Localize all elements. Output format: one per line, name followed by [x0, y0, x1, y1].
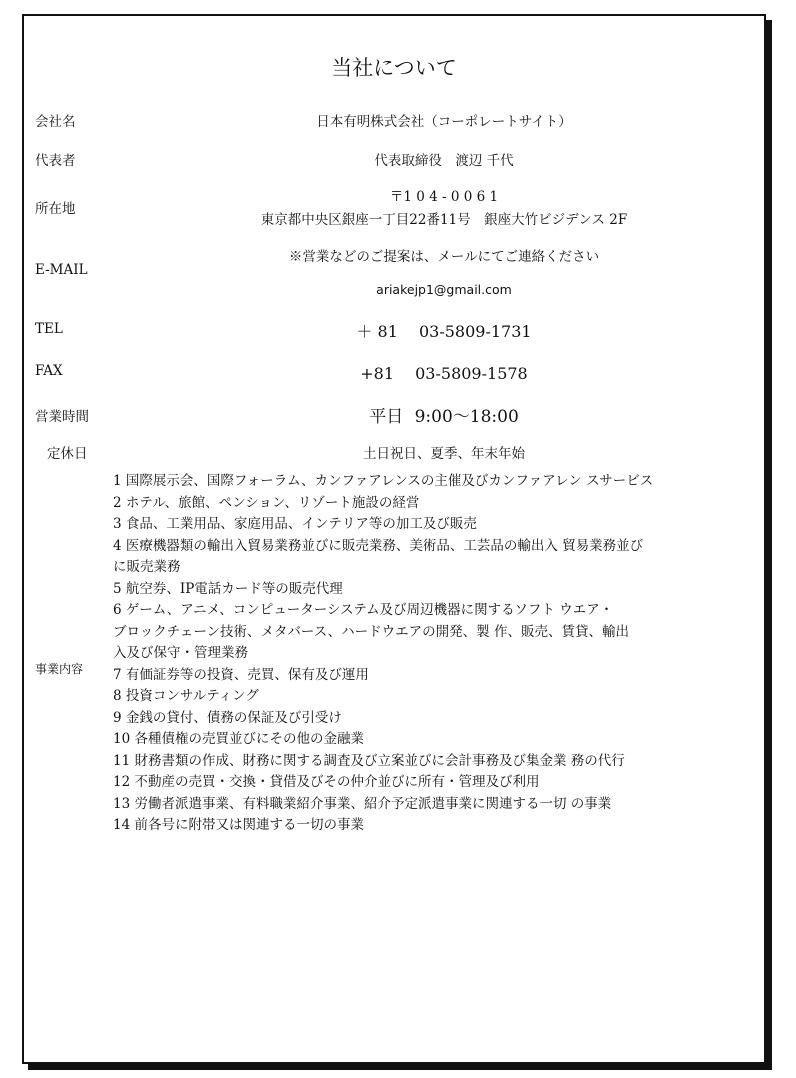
business-line: 5 航空券、IP電話カード等の販売代理 — [113, 580, 343, 597]
hours-time: 9:00～18:00 — [414, 407, 519, 427]
address-line: 東京都中央区銀座一丁目22番11号 銀座大竹ビジデンス 2F — [260, 212, 628, 228]
business-list — [113, 471, 733, 837]
business-line: 12 不動産の売買・交換・貸借及びその仲介並びに所有・管理及び利用 — [113, 774, 540, 790]
tel-label: TEL — [35, 321, 63, 337]
address-label: 所在地 — [35, 201, 76, 217]
fax-value: +81 03-5809-1578 — [360, 364, 528, 383]
representative-label: 代表者 — [35, 153, 76, 169]
hours-day: 平日 — [369, 407, 404, 427]
company-label: 会社名 — [35, 114, 76, 130]
holidays-value: 土日祝日、夏季、年末年始 — [363, 446, 525, 462]
postal-code: 〒1 0 4 - 0 0 6 1 — [389, 189, 499, 205]
representative-value: 代表取締役 渡辺 千代 — [374, 153, 514, 169]
business-line: ブロックチェーン技術、メタバース、ハードウエアの開発、製 作、販売、賃貸、輸出 — [113, 623, 629, 640]
business-line: 入及び保守・管理業務 — [113, 645, 248, 661]
tel-value: ＋ 81 03-5809-1731 — [356, 322, 532, 341]
business-line: に販売業務 — [113, 559, 181, 575]
business-line: 2 ホテル、旅館、ペンション、リゾート施設の経営 — [113, 494, 420, 511]
hours-value — [164, 402, 724, 427]
business-line: 3 食品、工業用品、家庭用品、インテリア等の加工及び販売 — [113, 516, 477, 532]
holidays-label: 定休日 — [47, 446, 88, 462]
business-line: 9 金銭の貸付、債務の保証及び引受け — [113, 709, 342, 726]
business-line: 8 投資コンサルティング — [113, 688, 259, 704]
business-line: 14 前各号に附帯又は関連する一切の事業 — [113, 817, 364, 833]
business-line: 10 各種債権の売買並びにその他の金融業 — [113, 731, 364, 747]
business-line: 4 医療機器類の輸出入貿易業務並びに販売業務、美術品、工芸品の輸出入 貿易業務並び — [113, 537, 644, 554]
email-label: E-MAIL — [35, 262, 88, 278]
business-line: 11 財務書類の作成、財務に関する調査及び立案並びに会計事務及び集金業 務の代行 — [113, 752, 625, 769]
page-title: 当社について — [331, 56, 457, 80]
business-line: 1 国際展示会、国際フォーラム、カンファアレンスの主催及びカンファアレン スサービス — [113, 473, 654, 489]
company-profile-page — [22, 14, 766, 1064]
email-address[interactable]: ariakejp1@gmail.com — [376, 282, 512, 297]
business-line: 6 ゲーム、アニメ、コンピューターシステム及び周辺機器に関するソフト ウエア・ — [113, 602, 614, 618]
email-note: ※営業などのご提案は、メールにてご連絡ください — [288, 249, 600, 265]
business-line: 13 労働者派遣事業、有料職業紹介事業、紹介予定派遣事業に関連する一切 の事業 — [113, 795, 612, 812]
hours-label: 営業時間 — [35, 409, 89, 425]
fax-label: FAX — [35, 363, 63, 379]
company-value: 日本有明株式会社（コーポレートサイト） — [316, 114, 572, 130]
business-label: 事業内容 — [35, 662, 84, 676]
business-line: 7 有価証券等の投資、売買、保有及び運用 — [113, 666, 369, 683]
